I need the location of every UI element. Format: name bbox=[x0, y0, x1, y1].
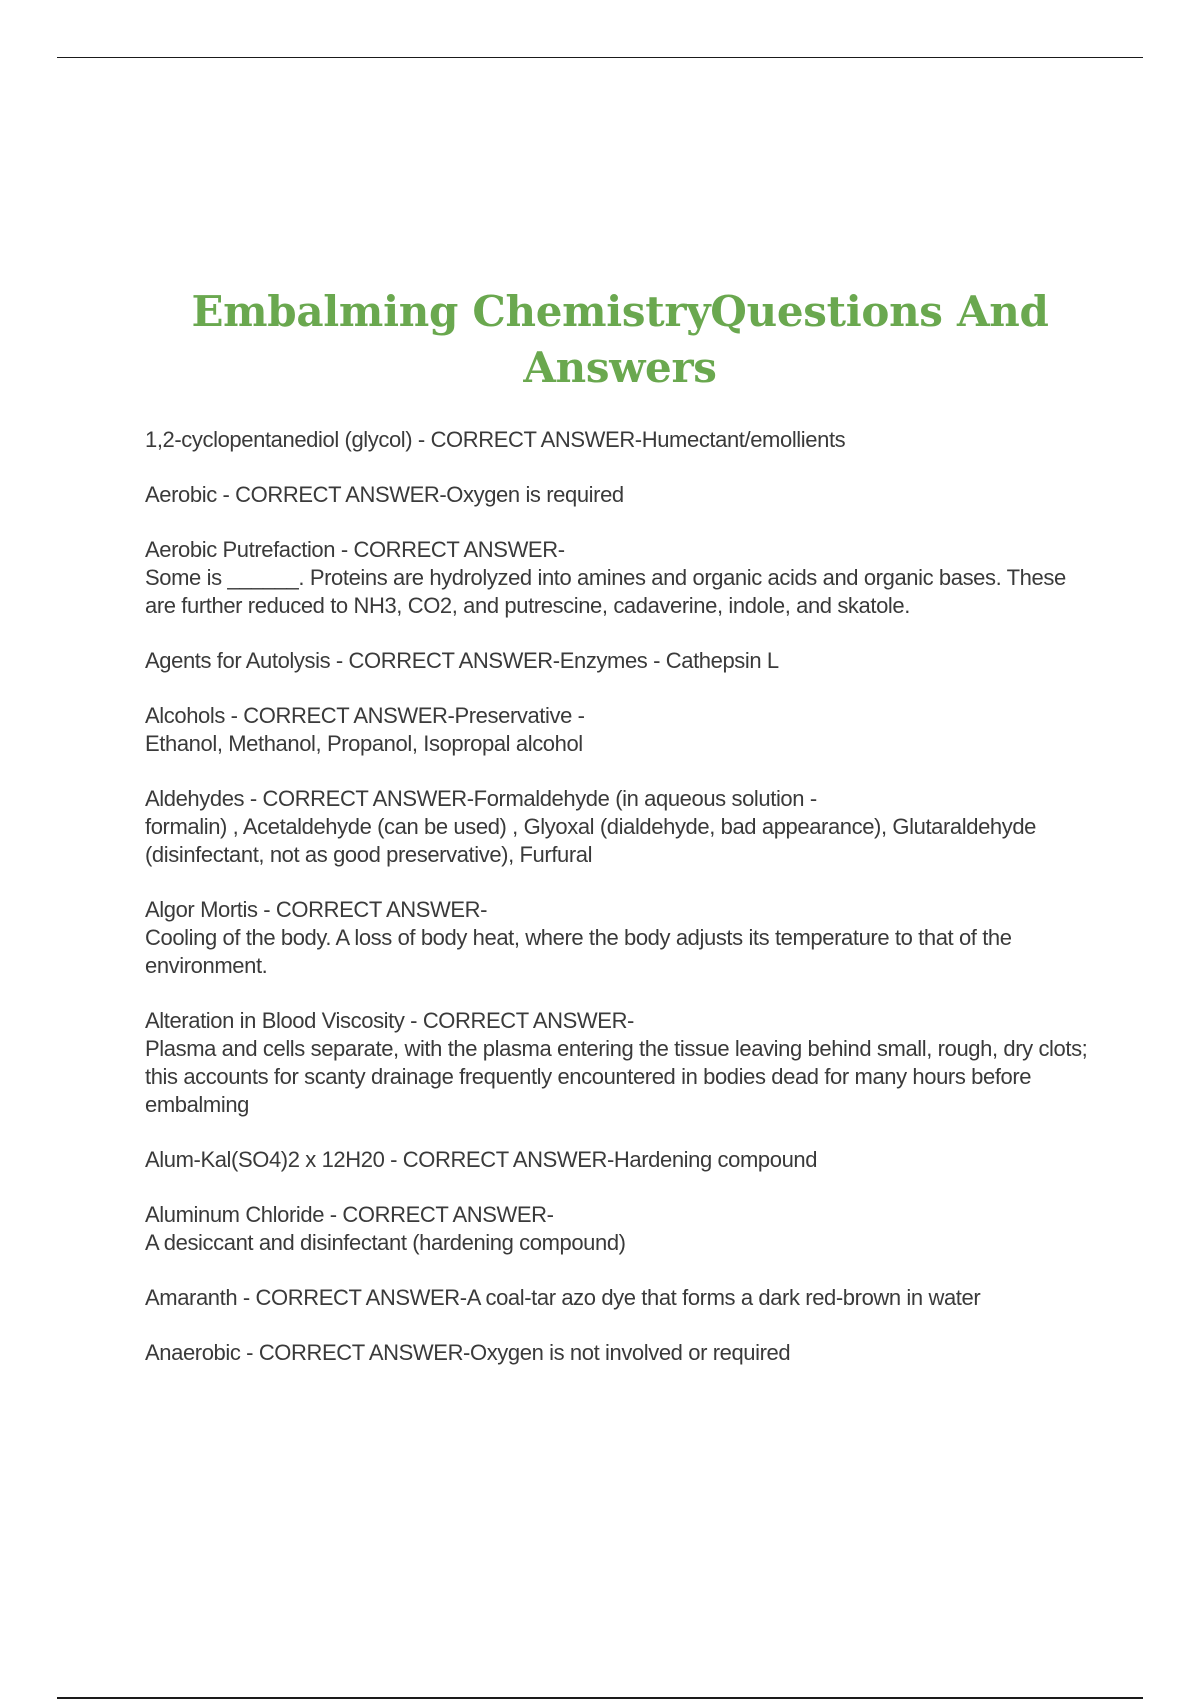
qa-entry: Alteration in Blood Viscosity - CORRECT ANSWER- Plasma and cells separate, with the plasma entering the tissue leaving behind small, rough, dry clots; this accounts for scanty drainage frequently encountered in bodies dead for many hours before embalming bbox=[145, 1008, 1088, 1117]
qa-entry: Alum-Kal(SO4)2 x 12H20 - CORRECT ANSWER-Hardening compound bbox=[145, 1147, 818, 1172]
qa-entry: Alcohols - CORRECT ANSWER-Preservative - Ethanol, Methanol, Propanol, Isopropal alcohol bbox=[145, 703, 585, 756]
footer-rule bbox=[57, 1697, 1143, 1699]
qa-entry: Amaranth - CORRECT ANSWER-A coal-tar azo dye that forms a dark red-brown in water bbox=[145, 1285, 981, 1310]
header-rule bbox=[57, 57, 1143, 58]
document-title: Embalming ChemistryQuestions And Answers bbox=[191, 287, 1049, 392]
qa-entry: Aerobic Putrefaction - CORRECT ANSWER- Some is ______. Proteins are hydrolyzed into amines and organic acids and organic bases. These are further reduced to NH3, CO2, and putrescine, cadaverine, indole, and skatole. bbox=[145, 537, 1066, 618]
qa-list bbox=[145, 426, 1095, 1394]
qa-entry: Agents for Autolysis - CORRECT ANSWER-Enzymes - Cathepsin L bbox=[145, 648, 779, 673]
qa-entry: Anaerobic - CORRECT ANSWER-Oxygen is not involved or required bbox=[145, 1340, 791, 1365]
qa-entry: Aerobic - CORRECT ANSWER-Oxygen is required bbox=[145, 482, 624, 507]
qa-entry: 1,2-cyclopentanediol (glycol) - CORRECT ANSWER-Humectant/emollients bbox=[145, 427, 846, 452]
qa-entry: Aluminum Chloride - CORRECT ANSWER- A desiccant and disinfectant (hardening compound) bbox=[145, 1202, 626, 1255]
qa-entry: Algor Mortis - CORRECT ANSWER- Cooling of the body. A loss of body heat, where the body adjusts its temperature to that of the environment. bbox=[145, 897, 1012, 978]
qa-entry: Aldehydes - CORRECT ANSWER-Formaldehyde (in aqueous solution - formalin) , Acetaldehyde (can be used) , Glyoxal (dialdehyde, bad appearance), Glutaraldehyde (disinfectant, not as good preservative), Furfural bbox=[145, 786, 1037, 867]
